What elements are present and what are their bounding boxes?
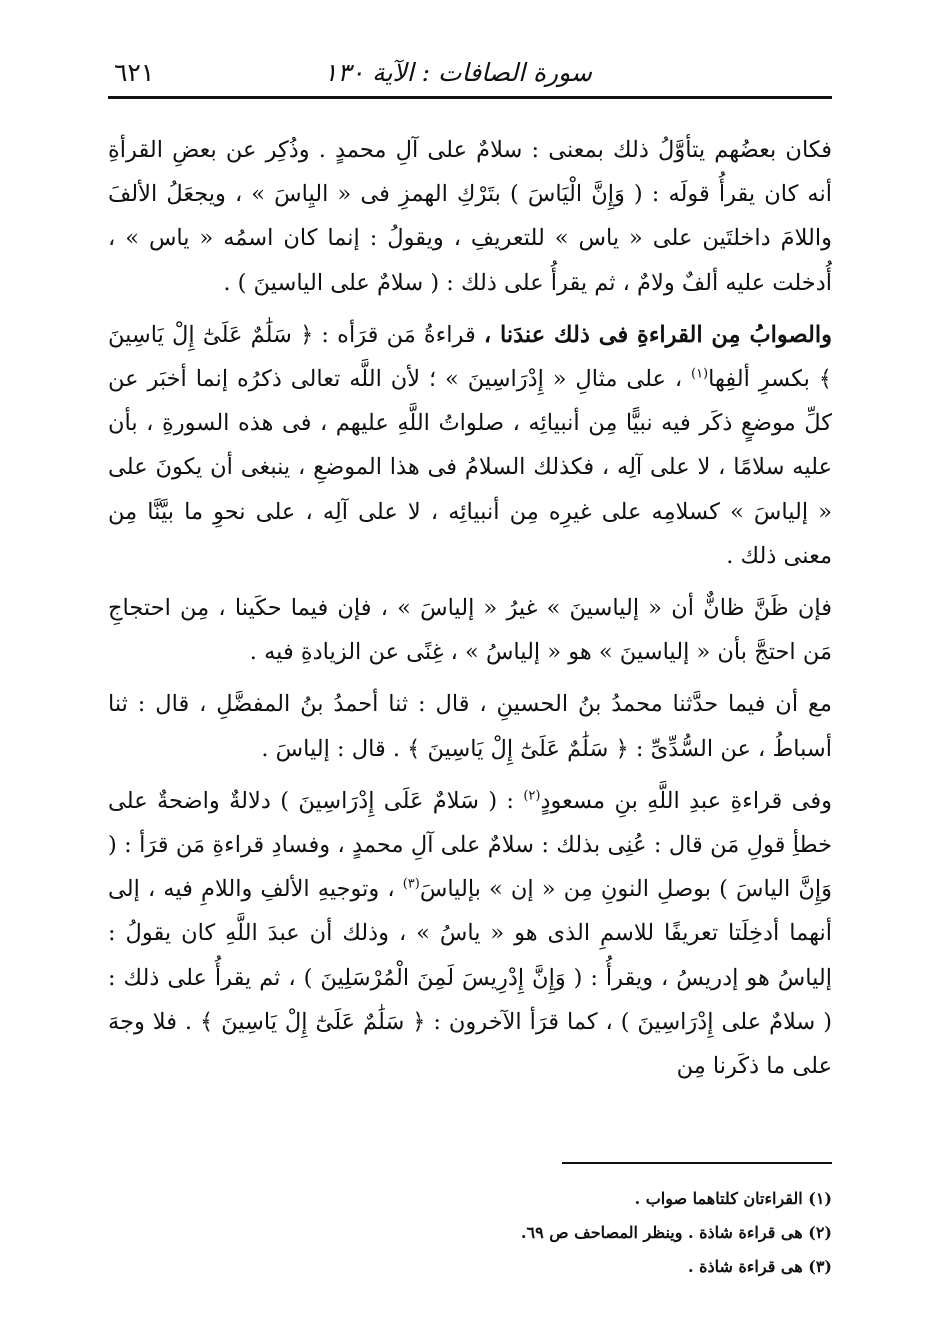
paragraph-text: فإن ظَنَّ ظانٌّ أن « إلياسينَ » غيرُ « إلياسَ » ، فإن فيما حكَينا ، مِن احتجاجِ مَن احتجَّ بأن « إلياسينَ » هو « إلياسُ » ، غِنًى عن الزيادةِ فيه . <box>108 595 832 666</box>
paragraph-2 <box>108 313 832 578</box>
paragraph-text: قراءةُ مَن قرَأه : ﴿ سَلَٰمٌ عَلَىٰٓ إِلْ يَاسِينَ ﴾ بكسرِ ألفِها <box>108 321 832 393</box>
paragraph-lead: والصوابُ مِن القراءةِ فى ذلك عندَنا ، <box>483 321 833 348</box>
page-header <box>108 52 832 99</box>
paragraph-text: وفى قراءةِ عبدِ اللَّهِ بنِ مسعودٍ <box>540 787 832 814</box>
paragraph-1 <box>108 128 832 305</box>
paragraph-text-tail: ، على مثالِ « إِدْرَاسِينَ » ؛ لأن اللَّه تعالى ذكرُه إنما أخبَر عن كلِّ موضعٍ ذكَر فيه نبيًّا مِن أنبيائِه ، صلواتُ اللَّهِ عليهم ، فى هذه السورةِ ، بأن عليه سلامًا ، لا على آلِه ، فكذلك السلامُ فى هذا الموضعِ ، ينبغى أن يكونَ على « إلياسَ » كسلامِه على غيرِه مِن أنبيائِه ، لا على آلِه ، على نحوِ ما بيَّنَّا مِن معنى ذلك . <box>108 366 832 569</box>
paragraph-text: مع أن فيما حدَّثنا محمدُ بنُ الحسينِ ، قال : ثنا أحمدُ بنُ المفضَّلِ ، قال : ثنا أسباطُ ، عن السُّدِّىِّ : ﴿ سَلَٰمٌ عَلَىٰٓ إِلْ يَاسِينَ ﴾ . قال : إلياسَ . <box>108 691 832 762</box>
body-text <box>108 128 832 1096</box>
running-title: سورة الصافات : الآية ١٣٠ <box>323 58 592 87</box>
footnote-ref-1: (١) <box>690 366 709 382</box>
paragraph-text: فكان بعضُهم يتأوَّلُ ذلك بمعنى : سلامٌ على آلِ محمدٍ . وذُكِر عن بعضِ القرأةِ أنه كان يقرأُ قولَه : ( وَإِنَّ الْيَاسَ ) بتَرْكِ الهمزِ فى « اليِاسَ » ، ويجعَلُ الألفَ واللامَ داخلتَين على « ياس » للتعريفِ ، ويقولُ : إنما كان اسمُه « ياس » ، أُدخلت عليه ألفٌ ولامٌ ، ثم يقرأُ على ذلك : ( سلامٌ على الياسينَ ) . <box>108 137 832 296</box>
paragraph-text-tail-2: ، وتوجيهِ الألفِ واللامِ فيه ، إلى أنهما أدخِلَتا تعريفًا للاسمِ الذى هو « ياسُ » ، وذلك أن عبدَ اللَّهِ كان يقولُ : إلياسُ هو إدريسُ ، ويقرأُ : ( وَإِنَّ إِدْرِيسَ لَمِنَ الْمُرْسَلِينَ ) ، ثم يقرأُ على ذلك : ( سلامٌ على إِدْرَاسِينَ ) ، كما قرَأ الآخرون : ﴿ سَلَٰمٌ عَلَىٰٓ إِلْ يَاسِينَ ﴾ . فلا وجهَ على ما ذكَرنا مِن <box>108 876 832 1080</box>
footnote-ref-3: (٣) <box>402 876 420 892</box>
footnotes <box>108 1182 832 1284</box>
paragraph-text-tail: : ( سَلامٌ عَلَى إِدْرَاسِينَ ) دلالةٌ واضحةٌ على خطأِ قولِ مَن قال : عُنِى بذلك : سلامٌ على آلِ محمدٍ ، وفسادِ قراءةِ مَن قرَأ : ( وَإِنَّ الياسَ ) بوصلِ النونِ مِن « إن » بإلياسَ <box>108 787 832 903</box>
paragraph-4 <box>108 682 832 770</box>
footnote-1: (١) القراءتان كلتاهما صواب . <box>634 1189 832 1208</box>
footnote-2: (٢) هى قراءة شاذة . وينظر المصاحف ص ٦٩. <box>520 1223 832 1242</box>
footnote-ref-2: (٢) <box>523 788 541 804</box>
paragraph-5 <box>108 779 832 1088</box>
footnote-divider <box>562 1162 832 1164</box>
footnote-3: (٣) هى قراءة شاذة . <box>688 1257 832 1276</box>
paragraph-3 <box>108 586 832 674</box>
page-number: ٦٢١ <box>114 58 155 87</box>
